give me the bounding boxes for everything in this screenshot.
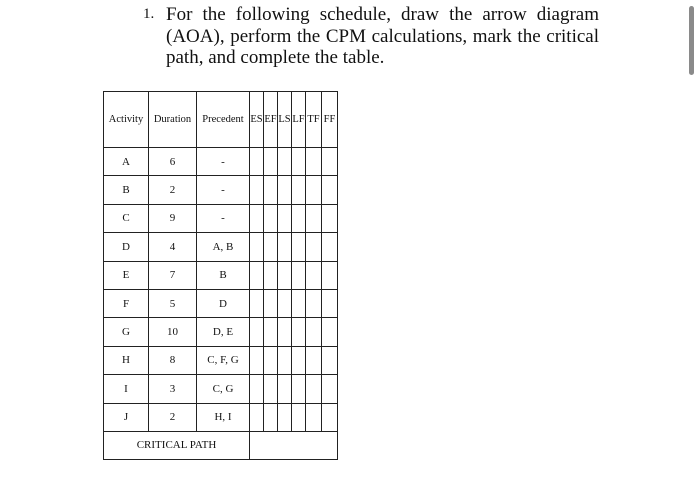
lf-cell <box>292 148 306 176</box>
ff-cell <box>322 148 338 176</box>
lf-cell <box>292 375 306 403</box>
es-cell <box>250 289 264 317</box>
header-row <box>104 92 338 148</box>
tf-cell <box>306 233 322 261</box>
lf-cell <box>292 176 306 204</box>
tf-cell <box>306 346 322 374</box>
ef-cell <box>264 375 278 403</box>
critical-path-label: CRITICAL PATH <box>104 431 250 459</box>
lf-cell <box>292 318 306 346</box>
table-row <box>104 318 338 346</box>
tf-cell <box>306 289 322 317</box>
lf-cell <box>292 403 306 431</box>
activity-cell: G <box>104 318 149 346</box>
table-row <box>104 346 338 374</box>
duration-cell: 8 <box>149 346 197 374</box>
ff-cell <box>322 233 338 261</box>
ff-cell <box>322 403 338 431</box>
ef-cell <box>264 176 278 204</box>
lf-cell <box>292 346 306 374</box>
precedent-cell: C, F, G <box>197 346 250 374</box>
critical-path-row <box>104 431 338 459</box>
table-row <box>104 148 338 176</box>
activity-cell: E <box>104 261 149 289</box>
ff-cell <box>322 346 338 374</box>
ef-cell <box>264 346 278 374</box>
duration-cell: 2 <box>149 176 197 204</box>
ef-cell <box>264 318 278 346</box>
ls-cell <box>278 346 292 374</box>
ls-cell <box>278 375 292 403</box>
precedent-cell: - <box>197 204 250 232</box>
precedent-cell: B <box>197 261 250 289</box>
ls-cell <box>278 204 292 232</box>
critical-path-answer-cell <box>250 431 338 459</box>
scrollbar[interactable] <box>689 6 694 75</box>
ls-cell <box>278 289 292 317</box>
precedent-cell: - <box>197 148 250 176</box>
es-cell <box>250 346 264 374</box>
tf-cell <box>306 261 322 289</box>
ff-cell <box>322 318 338 346</box>
activity-cell: F <box>104 289 149 317</box>
precedent-cell: D, E <box>197 318 250 346</box>
activity-cell: A <box>104 148 149 176</box>
tf-cell <box>306 148 322 176</box>
header-es: ES <box>250 92 264 148</box>
ff-cell <box>322 176 338 204</box>
question-text: For the following schedule, draw the arrow diagram (AOA), perform the CPM calculations, mark the critical path, and complete the table. <box>166 4 599 68</box>
es-cell <box>250 176 264 204</box>
duration-cell: 6 <box>149 148 197 176</box>
table-row <box>104 233 338 261</box>
lf-cell <box>292 233 306 261</box>
es-cell <box>250 318 264 346</box>
es-cell <box>250 148 264 176</box>
table-row <box>104 289 338 317</box>
duration-cell: 2 <box>149 403 197 431</box>
precedent-cell: D <box>197 289 250 317</box>
ff-cell <box>322 289 338 317</box>
ls-cell <box>278 148 292 176</box>
precedent-cell: - <box>197 176 250 204</box>
ls-cell <box>278 176 292 204</box>
tf-cell <box>306 318 322 346</box>
table-row <box>104 176 338 204</box>
header-ff: FF <box>322 92 338 148</box>
schedule-table <box>103 91 338 460</box>
ef-cell <box>264 233 278 261</box>
ls-cell <box>278 261 292 289</box>
header-activity: Activity <box>104 92 149 148</box>
tf-cell <box>306 176 322 204</box>
activity-cell: I <box>104 375 149 403</box>
ff-cell <box>322 261 338 289</box>
header-duration: Duration <box>149 92 197 148</box>
duration-cell: 9 <box>149 204 197 232</box>
precedent-cell: A, B <box>197 233 250 261</box>
tf-cell <box>306 375 322 403</box>
lf-cell <box>292 261 306 289</box>
duration-cell: 4 <box>149 233 197 261</box>
es-cell <box>250 375 264 403</box>
es-cell <box>250 204 264 232</box>
ef-cell <box>264 148 278 176</box>
ff-cell <box>322 375 338 403</box>
ef-cell <box>264 261 278 289</box>
precedent-cell: C, G <box>197 375 250 403</box>
header-lf: LF <box>292 92 306 148</box>
header-ef: EF <box>264 92 278 148</box>
header-precedent: Precedent <box>197 92 250 148</box>
ls-cell <box>278 403 292 431</box>
table-row <box>104 375 338 403</box>
duration-cell: 7 <box>149 261 197 289</box>
table-row <box>104 403 338 431</box>
table-row <box>104 261 338 289</box>
duration-cell: 3 <box>149 375 197 403</box>
activity-cell: B <box>104 176 149 204</box>
question-block <box>143 4 599 69</box>
ls-cell <box>278 318 292 346</box>
ef-cell <box>264 289 278 317</box>
tf-cell <box>306 204 322 232</box>
activity-cell: J <box>104 403 149 431</box>
ff-cell <box>322 204 338 232</box>
lf-cell <box>292 204 306 232</box>
es-cell <box>250 233 264 261</box>
tf-cell <box>306 403 322 431</box>
activity-cell: H <box>104 346 149 374</box>
duration-cell: 5 <box>149 289 197 317</box>
question-number: 1. <box>143 6 155 22</box>
header-ls: LS <box>278 92 292 148</box>
precedent-cell: H, I <box>197 403 250 431</box>
table-row <box>104 204 338 232</box>
es-cell <box>250 261 264 289</box>
activity-cell: C <box>104 204 149 232</box>
lf-cell <box>292 289 306 317</box>
duration-cell: 10 <box>149 318 197 346</box>
ef-cell <box>264 403 278 431</box>
header-tf: TF <box>306 92 322 148</box>
activity-cell: D <box>104 233 149 261</box>
es-cell <box>250 403 264 431</box>
ls-cell <box>278 233 292 261</box>
ef-cell <box>264 204 278 232</box>
